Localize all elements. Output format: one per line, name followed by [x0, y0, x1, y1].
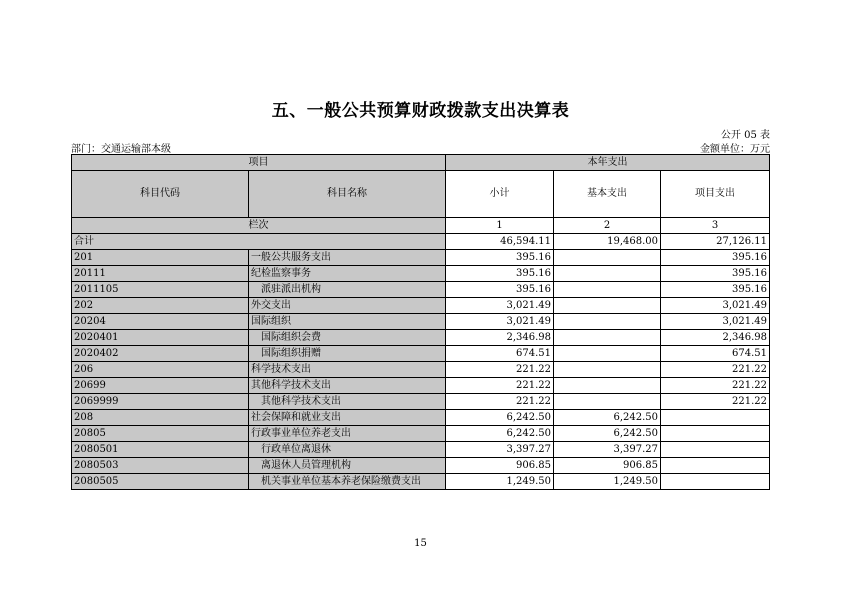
- subject-name-cell: 行政单位离退休: [249, 442, 446, 458]
- project-cell: 3,021.49: [661, 314, 770, 330]
- header-row-2: [72, 171, 770, 218]
- header-row-1: [72, 155, 770, 171]
- basic-cell: [554, 362, 661, 378]
- table-row: [72, 266, 770, 282]
- subject-code-cell: 206: [72, 362, 249, 378]
- table-row: [72, 282, 770, 298]
- column-index-3: 3: [661, 218, 770, 234]
- total-project: 27,126.11: [661, 234, 770, 250]
- subject-name-cell: 社会保障和就业支出: [249, 410, 446, 426]
- header-project-expense: 项目支出: [661, 171, 770, 218]
- total-row: [72, 234, 770, 250]
- table-row: [72, 298, 770, 314]
- header-current-year: 本年支出: [446, 155, 770, 171]
- column-index-row: [72, 218, 770, 234]
- subtotal-cell: 6,242.50: [446, 410, 554, 426]
- total-label: 合计: [72, 234, 446, 250]
- basic-cell: [554, 330, 661, 346]
- budget-table: [71, 154, 770, 490]
- subject-code-cell: 20699: [72, 378, 249, 394]
- subject-code-cell: 2020402: [72, 346, 249, 362]
- department-label: 部门：交通运输部本级: [71, 144, 171, 155]
- column-index-1: 1: [446, 218, 554, 234]
- total-basic: 19,468.00: [554, 234, 661, 250]
- project-cell: [661, 410, 770, 426]
- basic-cell: [554, 282, 661, 298]
- subtotal-cell: 221.22: [446, 394, 554, 410]
- project-cell: 395.16: [661, 266, 770, 282]
- subject-name-cell: 国际组织捐赠: [249, 346, 446, 362]
- table-row: [72, 314, 770, 330]
- basic-cell: [554, 378, 661, 394]
- total-subtotal: 46,594.11: [446, 234, 554, 250]
- project-cell: 395.16: [661, 250, 770, 266]
- project-cell: 221.22: [661, 378, 770, 394]
- subject-code-cell: 2080501: [72, 442, 249, 458]
- unit-label: 金额单位：万元: [700, 144, 770, 155]
- table-row: [72, 346, 770, 362]
- subtotal-cell: 395.16: [446, 266, 554, 282]
- subject-code-cell: 208: [72, 410, 249, 426]
- basic-cell: 906.85: [554, 458, 661, 474]
- basic-cell: 6,242.50: [554, 410, 661, 426]
- column-index-label: 栏次: [72, 218, 446, 234]
- project-cell: 674.51: [661, 346, 770, 362]
- subject-name-cell: 其他科学技术支出: [249, 394, 446, 410]
- subtotal-cell: 2,346.98: [446, 330, 554, 346]
- subject-code-cell: 2080503: [72, 458, 249, 474]
- subtotal-cell: 1,249.50: [446, 474, 554, 490]
- subtotal-cell: 221.22: [446, 378, 554, 394]
- subject-name-cell: 纪检监察事务: [249, 266, 446, 282]
- header-project: 项目: [72, 155, 446, 171]
- subtotal-cell: 3,397.27: [446, 442, 554, 458]
- table-row: [72, 458, 770, 474]
- subject-code-cell: 2020401: [72, 330, 249, 346]
- basic-cell: [554, 394, 661, 410]
- basic-cell: [554, 346, 661, 362]
- table-row: [72, 474, 770, 490]
- table-row: [72, 362, 770, 378]
- project-cell: 395.16: [661, 282, 770, 298]
- subtotal-cell: 221.22: [446, 362, 554, 378]
- basic-cell: 3,397.27: [554, 442, 661, 458]
- subject-code-cell: 2011105: [72, 282, 249, 298]
- subject-code-cell: 2069999: [72, 394, 249, 410]
- subject-name-cell: 离退休人员管理机构: [249, 458, 446, 474]
- subject-code-cell: 20111: [72, 266, 249, 282]
- subject-name-cell: 派驻派出机构: [249, 282, 446, 298]
- header-subject-name: 科目名称: [249, 171, 446, 218]
- subtotal-cell: 6,242.50: [446, 426, 554, 442]
- subtotal-cell: 3,021.49: [446, 314, 554, 330]
- subtotal-cell: 674.51: [446, 346, 554, 362]
- project-cell: 221.22: [661, 362, 770, 378]
- subject-name-cell: 国际组织: [249, 314, 446, 330]
- page-title: 五、一般公共预算财政拨款支出决算表: [271, 101, 570, 121]
- project-cell: 3,021.49: [661, 298, 770, 314]
- subject-code-cell: 201: [72, 250, 249, 266]
- table-row: [72, 426, 770, 442]
- basic-cell: 1,249.50: [554, 474, 661, 490]
- basic-cell: [554, 266, 661, 282]
- table-row: [72, 410, 770, 426]
- subject-name-cell: 国际组织会费: [249, 330, 446, 346]
- page-number: 15: [414, 538, 427, 549]
- table-row: [72, 442, 770, 458]
- header-subject-code: 科目代码: [72, 171, 249, 218]
- subtotal-cell: 906.85: [446, 458, 554, 474]
- subject-code-cell: 20204: [72, 314, 249, 330]
- table-row: [72, 378, 770, 394]
- subtotal-cell: 3,021.49: [446, 298, 554, 314]
- subject-name-cell: 其他科学技术支出: [249, 378, 446, 394]
- subject-code-cell: 2080505: [72, 474, 249, 490]
- subject-name-cell: 行政事业单位养老支出: [249, 426, 446, 442]
- subtotal-cell: 395.16: [446, 282, 554, 298]
- basic-cell: 6,242.50: [554, 426, 661, 442]
- table-row: [72, 394, 770, 410]
- basic-cell: [554, 314, 661, 330]
- project-cell: [661, 474, 770, 490]
- subject-name-cell: 机关事业单位基本养老保险缴费支出: [249, 474, 446, 490]
- header-basic: 基本支出: [554, 171, 661, 218]
- basic-cell: [554, 298, 661, 314]
- project-cell: [661, 458, 770, 474]
- subject-name-cell: 科学技术支出: [249, 362, 446, 378]
- dept-unit-line: [71, 140, 770, 155]
- table-row: [72, 330, 770, 346]
- subject-name-cell: 外交支出: [249, 298, 446, 314]
- table-row: [72, 250, 770, 266]
- basic-cell: [554, 250, 661, 266]
- subject-code-cell: 20805: [72, 426, 249, 442]
- header-subtotal: 小计: [446, 171, 554, 218]
- column-index-2: 2: [554, 218, 661, 234]
- project-cell: [661, 426, 770, 442]
- subject-code-cell: 202: [72, 298, 249, 314]
- project-cell: 221.22: [661, 394, 770, 410]
- subject-name-cell: 一般公共服务支出: [249, 250, 446, 266]
- project-cell: 2,346.98: [661, 330, 770, 346]
- table-code: 公开 05 表: [720, 130, 770, 141]
- project-cell: [661, 442, 770, 458]
- subtotal-cell: 395.16: [446, 250, 554, 266]
